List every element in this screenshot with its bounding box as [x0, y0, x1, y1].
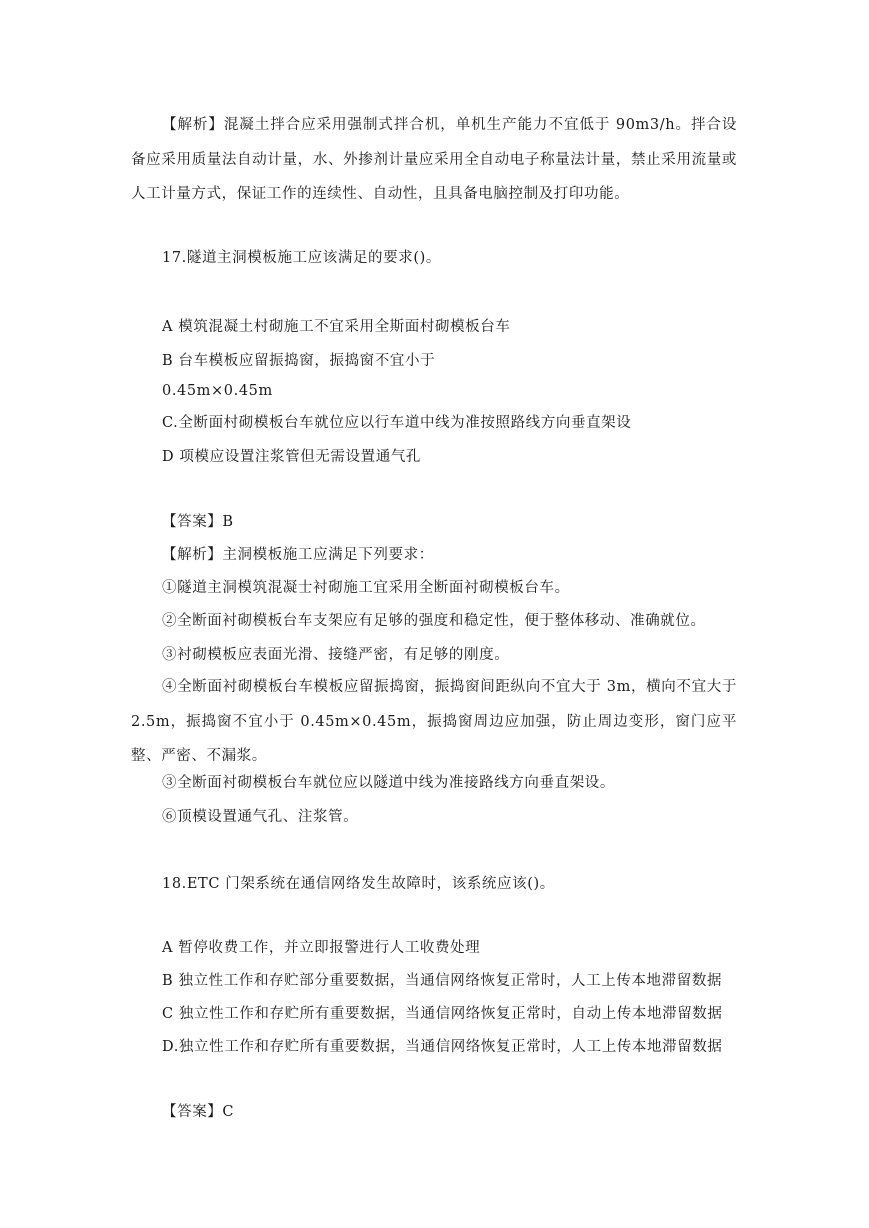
q17-answer: 【答案】B — [162, 514, 234, 530]
q18-question: 18.ETC 门架系统在通信网络发生故障时，该系统应该()。 — [162, 876, 555, 892]
q17-analysis-item-2: ②全断面衬砌模板台车支架应有足够的强度和稳定性，便于整体移动、准确就位。 — [162, 613, 706, 629]
q17-option-c: C.全断面村砌模板台车就位应以行车道中线为准按照路线方向垂直架设 — [162, 415, 632, 431]
q17-question: 17.隧道主洞模板施工应该满足的要求()。 — [162, 250, 441, 266]
q18-option-b: B 独立性工作和存贮部分重要数据，当通信网络恢复正常时，人工上传本地滞留数据 — [162, 973, 723, 989]
q17-option-a: A 模筑混凝土村砌施工不宜采用全斯面村砌模板台车 — [162, 319, 511, 335]
q18-option-a: A 暂停收费工作，并立即报警进行人工收费处理 — [162, 940, 481, 956]
intro-analysis-paragraph: 【解析】混凝土拌合应采用强制式拌合机，单机生产能力不宜低于 90m3/h。拌合设备应采用质量法自动计量，水、外掺剂计量应采用全自动电子称量法计量，禁止采用流量或人工计量方式，保证工作的连续性、自动性，且具备电脑控制及打印功能。 — [131, 117, 737, 202]
q17-analysis-item-3: ③衬砌模板应表面光滑、接缝严密，有足够的刚度。 — [162, 647, 510, 663]
q18-answer: 【答案】C — [162, 1104, 235, 1120]
q17-analysis-item-1: ①隧道主洞模筑混凝士衬砌施工宜采用全断面衬砌模板台车。 — [162, 580, 570, 596]
q18-option-c: C 独立性工作和存贮所有重要数据，当通信网络恢复正常时，自动上传本地滞留数据 — [162, 1006, 723, 1022]
q17-option-b: B 台车模板应留振捣窗，振捣窗不宜小于 — [162, 353, 436, 369]
q17-analysis-title: 【解析】主洞模板施工应满足下列要求： — [162, 547, 434, 563]
q17-option-d: D 项模应设置注浆管但无需设置通气孔 — [162, 449, 422, 465]
q17-analysis-item-4: ④全断面衬砌模板台车模板应留振捣窗，振捣窗间距纵向不宜大于 3m，横向不宜大于 2.5m，振捣窗不宜小于 0.45m×0.45m，振捣窗周边应加强，防止周边变形，窗门应平整、严密、不漏浆。 — [131, 679, 737, 764]
q17-analysis-item-6: ⑥顶模设置通气孔、注浆管。 — [162, 809, 359, 825]
q17-option-b-cont: 0.45m×0.45m — [162, 383, 273, 399]
q18-option-d: D.独立性工作和存贮所有重要数据，当通信网络恢复正常时，人工上传本地滞留数据 — [162, 1039, 723, 1055]
q17-analysis-item-5: ③全断面衬砌模板台车就位应以隧道中线为准接路线方向垂直架设。 — [162, 775, 615, 791]
